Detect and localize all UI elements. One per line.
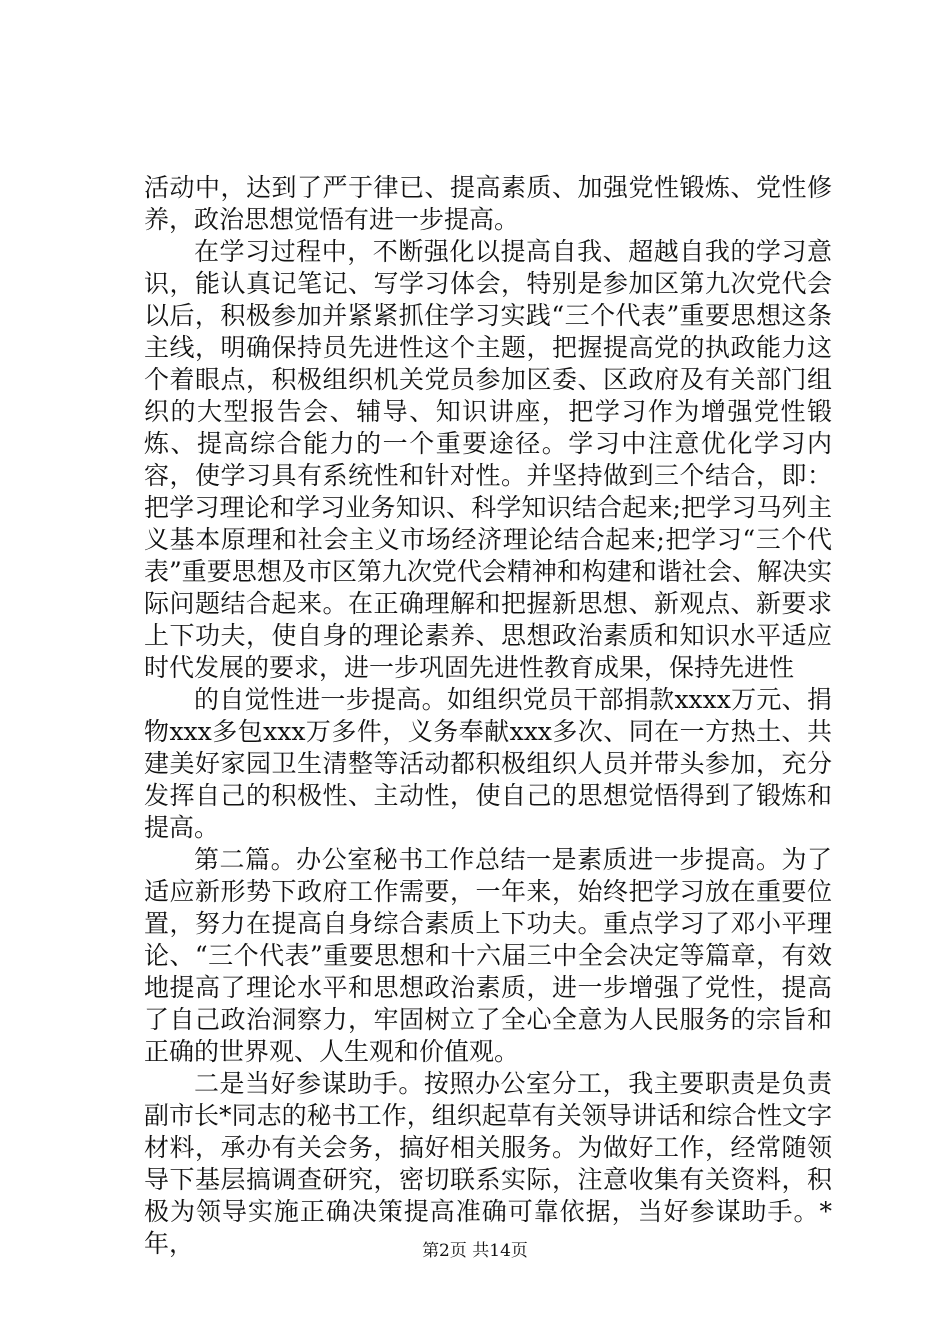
- document-body: [144, 172, 832, 1260]
- page-number-footer: 第2页 共14页: [422, 1241, 528, 1261]
- paragraph-4: 第二篇。办公室秘书工作总结一是素质进一步提高。为了适应新形势下政府工作需要，一年来，始终把学习放在重要位置，努力在提高自身综合素质上下功夫。重点学习了邓小平理论、“三个代表”重要思想和十六届三中全会决定等篇章，有效地提高了理论水平和思想政治素质，进一步增强了党性，提高了自己政治洞察力，牢固树立了全心全意为人民服务的宗旨和正确的世界观、人生观和价值观。: [144, 845, 832, 1066]
- paragraph-3: 的自觉性进一步提高。如组织党员干部捐款xxxx万元、捐物xxx多包xxx万多件，义务奉献xxx多次、同在一方热土、共建美好家园卫生清整等活动都积极组织人员并带头参加，充分发挥自己的积极性、主动性，使自己的思想觉悟得到了锻炼和提高。: [144, 685, 832, 842]
- paragraph-5: 二是当好参谋助手。按照办公室分工，我主要职责是负责副市长*同志的秘书工作，组织起草有关领导讲话和综合性文字材料，承办有关会务，搞好相关服务。为做好工作，经常随领导下基层搞调查研究，密切联系实际，注意收集有关资料，积极为领导实施正确决策提高准确可靠依据，当好参谋助手。*年，: [144, 1069, 832, 1258]
- paragraph-2: 在学习过程中，不断强化以提高自我、超越自我的学习意识，能认真记笔记、写学习体会，特别是参加区第九次党代会以后，积极参加并紧紧抓住学习实践“三个代表”重要思想这条主线，明确保持员先进性这个主题，把握提高党的执政能力这个着眼点，积极组织机关党员参加区委、区政府及有关部门组织的大型报告会、辅导、知识讲座，把学习作为增强党性锻炼、提高综合能力的一个重要途径。学习中注意优化学习内容，使学习具有系统性和针对性。并坚持做到三个结合，即：把学习理论和学习业务知识、科学知识结合起来;把学习马列主义基本原理和社会主义市场经济理论结合起来;把学习“三个代表”重要思想及市区第九次党代会精神和构建和谐社会、解决实际问题结合起来。在正确理解和把握新思想、新观点、新要求上下功夫，使自身的理论素养、思想政治素质和知识水平适应时代发展的要求，进一步巩固先进性教育成果，保持先进性: [144, 237, 832, 682]
- paragraph-1: 活动中，达到了严于律已、提高素质、加强党性锻炼、党性修养，政治思想觉悟有进一步提高。: [144, 173, 832, 234]
